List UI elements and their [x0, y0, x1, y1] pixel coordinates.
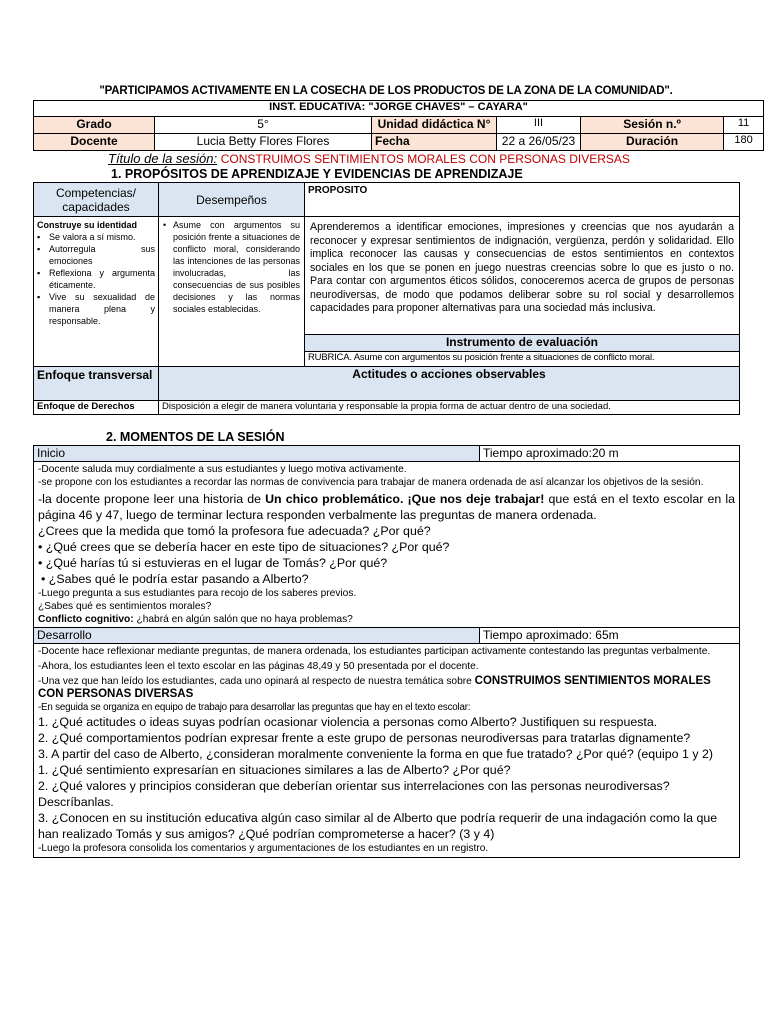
docente-value: Lucia Betty Flores Flores — [155, 134, 372, 151]
desempeno-cell — [159, 217, 305, 367]
desempeno-item — [163, 219, 300, 315]
institution-name: INST. EDUCATIVA: "JORGE CHAVES" – CAYARA" — [34, 101, 764, 117]
rubrica-text: RUBRICA. Asume con argumentos su posición frente a situaciones de conflicto moral. — [305, 352, 740, 367]
desarrollo-question: 1. ¿Qué sentimiento expresarían en situaciones similares a las de Alberto? ¿Por qué? — [38, 763, 511, 777]
enfoque-derechos: Enfoque de Derechos — [34, 401, 159, 415]
session-motto: "PARTICIPAMOS ACTIVAMENTE EN LA COSECHA DE LOS PRODUCTOS DE LA ZONA DE LA COMUNIDAD". — [99, 85, 673, 97]
inicio-question: • ¿Qué harías tú si estuvieras en el lugar de Tomás? ¿Por qué? — [38, 556, 388, 570]
grado-label: Grado — [34, 117, 155, 134]
session-title-label: Título de la sesión: — [108, 151, 218, 166]
inicio-content — [34, 462, 740, 628]
desarrollo-question: 2. ¿Qué comportamientos podrían expresar frente a este grupo de personas neurodiversas para tratarlas dignamente? — [38, 731, 691, 745]
actitudes-label: Actitudes o acciones observables — [159, 367, 740, 401]
inicio-line: -Luego pregunta a sus estudiantes para recojo de los saberes previos. — [38, 588, 357, 599]
section1-heading: 1. PROPÓSITOS DE APRENDIZAJE Y EVIDENCIAS DE APRENDIZAJE — [111, 167, 523, 181]
desarrollo-topic — [38, 675, 735, 701]
session-title — [108, 151, 630, 166]
fecha-label: Fecha — [372, 134, 497, 151]
desarrollo-question: 2. ¿Qué valores y principios consideran que deberían orientar sus interrelaciones con las personas neurodiversas? Descríbanlas. — [38, 779, 670, 809]
enfoque-label: Enfoque transversal — [34, 367, 159, 401]
inicio-question: • ¿Qué crees que se debería hacer en este tipo de situaciones? ¿Por qué? — [38, 540, 450, 554]
topic-title: CONSTRUIMOS SENTIMIENTOS MORALES CON PERSONAS DIVERSAS — [38, 675, 711, 700]
desarrollo-topic-intro: -Una vez que han leído los estudiantes, cada uno opinará al respecto de nuestra temática sobre — [38, 676, 475, 687]
sesion-value: 11 — [724, 117, 764, 134]
inicio-reading-rest: que está en el texto escolar en la página 46 y 47, luego de terminar lectura responden verbalmente las preguntas de manera ordenada. — [38, 492, 735, 522]
duracion-label: Duración — [581, 134, 724, 151]
desarrollo-label: Desarrollo — [34, 628, 480, 644]
inicio-reading — [38, 491, 735, 523]
desarrollo-question: 3. A partir del caso de Alberto, ¿consideran moralmente conveniente la forma en que fue tratado? ¿Por qué? (equipo 1 y 2) — [38, 747, 714, 761]
inicio-line: -se propone con los estudiantes a recordar las normas de convivencia para trabajar de manera ordenada de así alcanzar los objetivos de la sesión. — [38, 477, 704, 488]
list-item: ▪ Reflexiona y argumenta éticamente. — [37, 267, 155, 291]
session-info-table — [33, 100, 764, 151]
desarrollo-time: Tiempo aproximado: 65m — [480, 628, 740, 644]
competencia-title: Construye su identidad — [37, 220, 138, 230]
fecha-value: 22 a 26/05/23 — [497, 134, 581, 151]
unidad-value: III — [497, 117, 581, 134]
inicio-line: -Docente saluda muy cordialmente a sus estudiantes y luego motiva activamente. — [38, 464, 407, 475]
unidad-label: Unidad didáctica N° — [372, 117, 497, 134]
section2-heading: 2. MOMENTOS DE LA SESIÓN — [106, 430, 285, 444]
inicio-line: ¿Sabes qué es sentimientos morales? — [38, 601, 212, 612]
desempenos-header: Desempeños — [159, 183, 305, 217]
desarrollo-line: -En seguida se organiza en equipo de trabajo para desarrollar las preguntas que hay en el texto escolar: — [38, 702, 471, 713]
inicio-time: Tiempo aproximado:20 m — [480, 446, 740, 462]
conflicto-cognitivo — [38, 613, 735, 626]
derechos-text: Disposición a elegir de manera voluntaria y responsable la propia forma de actuar dentro de una sociedad. — [159, 401, 740, 415]
desempeno-text: Asume con argumentos su posición frente a situaciones de conflicto moral, considerando las intenciones de las personas involucradas, las consecuencias de sus posibles decisiones y las normas sociales establecidas. — [173, 220, 300, 314]
session-title-value: CONSTRUIMOS SENTIMIENTOS MORALES CON PERSONAS DIVERSAS — [220, 152, 630, 166]
sesion-label: Sesión n.º — [581, 117, 724, 134]
conflicto-label: Conflicto cognitivo: — [38, 614, 134, 625]
story-title: Un chico problemático. ¡Que nos deje trabajar! — [265, 492, 545, 506]
desarrollo-line: -Docente hace reflexionar mediante preguntas, de manera ordenada, los estudiantes participan activamente contestando las preguntas verbalmente. — [38, 646, 711, 657]
inicio-question: ¿Crees que la medida que tomó la profesora fue adecuada? ¿Por qué? — [38, 524, 431, 538]
instrumento-label: Instrumento de evaluación — [305, 335, 740, 352]
inicio-label: Inicio — [34, 446, 480, 462]
inicio-reading-intro: -la docente propone leer una historia de — [38, 492, 266, 506]
competencias-header: Competencias/ capacidades — [34, 183, 159, 217]
desarrollo-question: 1. ¿Qué actitudes o ideas suyas podrían ocasionar violencia a personas como Alberto? Justifiquen su respuesta. — [38, 715, 658, 729]
list-item: ▪ Autorregula sus emociones — [37, 243, 155, 267]
bullet-icon: • — [163, 220, 167, 230]
desarrollo-question: 3. ¿Conocen en su institución educativa algún caso similar al de Alberto que podría requerir de una indagación como la que han realizado Tomás y sus amigos? ¿Qué podrían comprometerse a hacer? (3 y 4) — [38, 811, 718, 841]
docente-label: Docente — [34, 134, 155, 151]
list-item: ▪ Se valora a sí mismo. — [37, 231, 155, 243]
proposito-header: PROPOSITO — [305, 183, 740, 217]
purposes-table — [33, 182, 740, 415]
desarrollo-content — [34, 644, 740, 858]
competencia-cell — [34, 217, 159, 367]
list-item: ▪ Vive su sexualidad de manera plena y responsable. — [37, 291, 155, 327]
desarrollo-line: -Ahora, los estudiantes leen el texto escolar en las páginas 48,49 y 50 presentada por el docente. — [38, 661, 479, 672]
moments-table — [33, 445, 740, 858]
desarrollo-line: -Luego la profesora consolida los comentarios y argumentaciones de los estudiantes en un registro. — [38, 843, 489, 854]
inicio-question: • ¿Sabes qué le podría estar pasando a Alberto? — [41, 572, 309, 586]
conflicto-text: ¿habrá en algún salón que no haya problemas? — [133, 614, 353, 625]
proposito-text: Aprenderemos a identificar emociones, impresiones y creencias que nos ayudarán a reconocer y expresar sentimientos de indignación, vergüenza, perdón y solidaridad. Ello implica reconocer las causas y consecuencias de estos sentimientos en contextos sociales en los que se ponen en juego nuestras creencias sobre lo que es justo o no. Para contar con argumentos éticos sólidos, conoceremos acerca de grupos de personas neurodiversas, de modo que podamos deliberar sobre su rol social y desarrollemos capacidades para proponer alternativas para una sociedad más inclusiva. — [305, 217, 740, 335]
duracion-value: 180 — [724, 134, 764, 151]
grado-value: 5° — [155, 117, 372, 134]
capacidades-list — [37, 231, 155, 327]
